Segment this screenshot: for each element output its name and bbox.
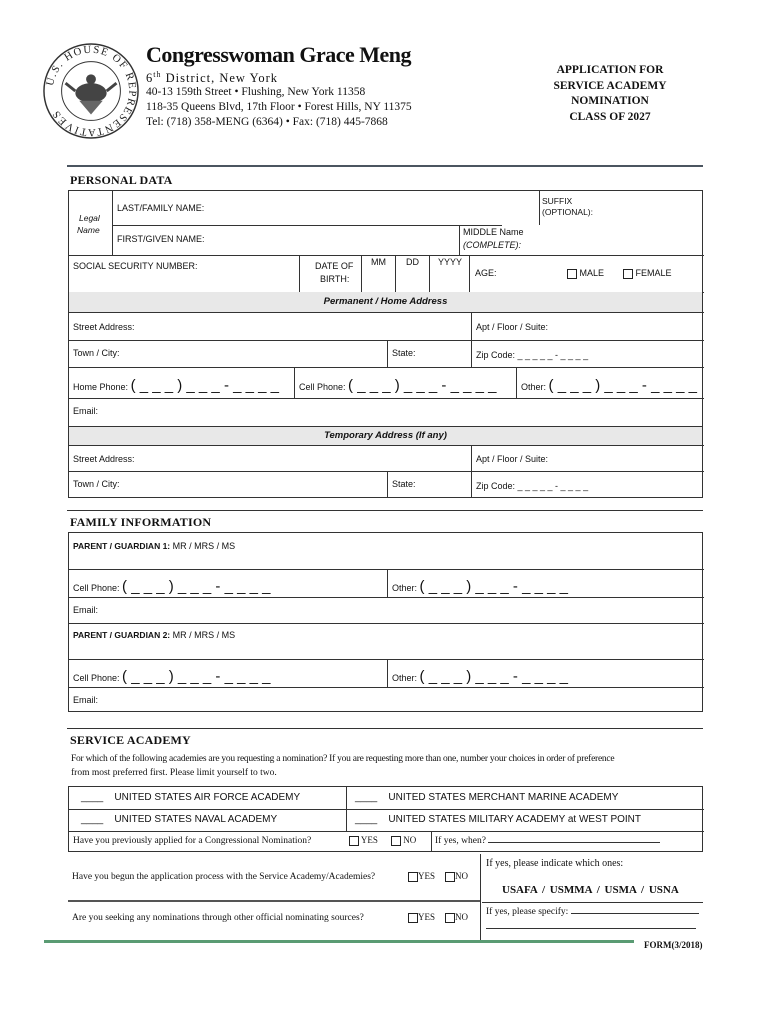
- ssn-field[interactable]: SOCIAL SECURITY NUMBER:: [73, 261, 198, 271]
- permanent-address-title: Permanent / Home Address: [323, 296, 448, 307]
- academy-instructions-2: from most preferred first. Please limit yourself to two.: [71, 768, 277, 778]
- academy-choice-merchant-marine[interactable]: ____ UNITED STATES MERCHANT MARINE ACADEMY: [355, 792, 619, 803]
- previous-yes-checkbox[interactable]: [349, 836, 359, 846]
- academy-choice-table: [68, 786, 703, 852]
- other-yes-option[interactable]: YES: [408, 912, 435, 923]
- application-title: APPLICATION FOR SERVICE ACADEMY NOMINATION CLASS OF 2027: [553, 64, 667, 123]
- street-address-field[interactable]: Street Address:: [73, 322, 135, 332]
- email-field[interactable]: Email:: [73, 406, 99, 416]
- previous-yes-option[interactable]: YES: [349, 835, 378, 846]
- parent1-email-field[interactable]: Email:: [73, 605, 99, 615]
- page-title: Congresswoman Grace Meng: [146, 42, 411, 67]
- female-option[interactable]: FEMALE: [623, 268, 672, 279]
- middle-name-label: MIDDLE Name: [463, 227, 524, 237]
- dob-year-field[interactable]: YYYY: [438, 257, 463, 267]
- temp-state-field[interactable]: State:: [392, 479, 416, 489]
- svg-text:U.S. HOUSE OF REPRESENTATIVES: U.S. HOUSE OF REPRESENTATIVES: [44, 43, 139, 139]
- previous-application-question: Have you previously applied for a Congressional Nomination?: [73, 836, 312, 846]
- apt-field[interactable]: Apt / Floor / Suite:: [476, 322, 549, 332]
- parent-guardian-2-field[interactable]: PARENT / GUARDIAN 2: MR / MRS / MS: [73, 630, 236, 640]
- parent2-cell-phone-field[interactable]: Cell Phone: ( _ _ _ ) _ _ _ - _ _ _ _: [73, 668, 271, 685]
- temp-zip-code-field[interactable]: Zip Code: _ _ _ _ _ - _ _ _ _: [476, 481, 589, 491]
- academy-choice-military[interactable]: ____ UNITED STATES MILITARY ACADEMY at WEST POINT: [355, 814, 642, 825]
- parent1-other-phone-field[interactable]: Other: ( _ _ _ ) _ _ _ - _ _ _ _: [392, 578, 568, 595]
- temp-street-address-field[interactable]: Street Address:: [73, 454, 135, 464]
- zip-code-field[interactable]: Zip Code: _ _ _ _ _ - _ _ _ _: [476, 350, 589, 360]
- other-no-checkbox[interactable]: [445, 913, 455, 923]
- temporary-address-table: [68, 426, 703, 498]
- temp-apt-field[interactable]: Apt / Floor / Suite:: [476, 454, 549, 464]
- previous-when-field[interactable]: If yes, when?: [435, 836, 660, 846]
- temporary-address-title: Temporary Address (If any): [324, 430, 447, 441]
- previous-no-option[interactable]: NO: [391, 835, 416, 846]
- parent2-email-field[interactable]: Email:: [73, 695, 99, 705]
- dob-day-field[interactable]: DD: [406, 257, 419, 267]
- indicate-label: If yes, please indicate which ones:: [486, 858, 624, 869]
- legal-label: Legal: [79, 213, 100, 223]
- other-yes-checkbox[interactable]: [408, 913, 418, 923]
- begun-no-option[interactable]: NO: [445, 871, 468, 882]
- begun-yes-option[interactable]: YES: [408, 871, 435, 882]
- middle-name-field[interactable]: (COMPLETE):: [463, 240, 522, 250]
- first-name-field[interactable]: FIRST/GIVEN NAME:: [117, 234, 205, 244]
- male-checkbox[interactable]: [567, 269, 577, 279]
- office-address-forest-hills: 118-35 Queens Blvd, 17th Floor • Forest Hills, NY 11375: [146, 101, 412, 113]
- male-option[interactable]: MALE: [567, 268, 604, 279]
- last-name-field[interactable]: LAST/FAMILY NAME:: [117, 203, 205, 213]
- parent1-cell-phone-field[interactable]: Cell Phone: ( _ _ _ ) _ _ _ - _ _ _ _: [73, 578, 271, 595]
- town-city-field[interactable]: Town / City:: [73, 348, 120, 358]
- suffix-label: SUFFIX: [542, 196, 573, 206]
- dob-label-2: BIRTH:: [320, 274, 350, 284]
- female-checkbox[interactable]: [623, 269, 633, 279]
- state-field[interactable]: State:: [392, 348, 416, 358]
- personal-data-table: [68, 190, 703, 428]
- dob-month-field[interactable]: MM: [371, 257, 386, 267]
- family-info-table: [68, 532, 703, 712]
- parent2-other-phone-field[interactable]: Other: ( _ _ _ ) _ _ _ - _ _ _ _: [392, 668, 568, 685]
- application-process-question: Have you begun the application process with the Service Academy/Academies?: [72, 872, 376, 882]
- section-title-family: FAMILY INFORMATION: [70, 515, 212, 529]
- form-number: FORM(3/2018): [644, 940, 703, 950]
- begun-no-checkbox[interactable]: [445, 872, 455, 882]
- cell-phone-field[interactable]: Cell Phone: ( _ _ _ ) _ _ _ - _ _ _ _: [299, 377, 497, 394]
- academy-choice-naval[interactable]: ____ UNITED STATES NAVAL ACADEMY: [81, 814, 278, 825]
- dob-label: DATE OF: [315, 261, 354, 271]
- district-line: 6th District, New York: [146, 70, 279, 86]
- begun-yes-checkbox[interactable]: [408, 872, 418, 882]
- specify-field[interactable]: If yes, please specify:: [486, 907, 699, 917]
- other-phone-field[interactable]: Other: ( _ _ _ ) _ _ _ - _ _ _ _: [521, 377, 697, 394]
- parent-guardian-1-field[interactable]: PARENT / GUARDIAN 1: MR / MRS / MS: [73, 541, 236, 551]
- house-seal-logo: [42, 42, 140, 140]
- home-phone-field[interactable]: Home Phone: ( _ _ _ ) _ _ _ - _ _ _ _: [73, 377, 279, 394]
- office-phone: Tel: (718) 358-MENG (6364) • Fax: (718) 445-7868: [146, 116, 388, 128]
- section-title-academy: SERVICE ACADEMY: [70, 733, 191, 747]
- suffix-optional-label[interactable]: (OPTIONAL):: [542, 207, 594, 217]
- academy-instructions: For which of the following academies are you requesting a nomination? If you are requesting more than one, number your choices in order of preference: [71, 754, 615, 764]
- temp-town-city-field[interactable]: Town / City:: [73, 479, 120, 489]
- office-address-flushing: 40-13 159th Street • Flushing, New York 11358: [146, 86, 366, 98]
- section-title-personal: PERSONAL DATA: [70, 173, 173, 187]
- age-field[interactable]: AGE:: [475, 268, 497, 278]
- previous-no-checkbox[interactable]: [391, 836, 401, 846]
- other-nominations-question: Are you seeking any nominations through other official nominating sources?: [72, 913, 364, 923]
- footer-divider: [44, 940, 634, 943]
- academy-abbrev-list[interactable]: USAFA / USMMA / USMA / USNA: [502, 884, 679, 896]
- other-no-option[interactable]: NO: [445, 912, 468, 923]
- academy-choice-air-force[interactable]: ____ UNITED STATES AIR FORCE ACADEMY: [81, 792, 301, 803]
- header-divider: [67, 165, 703, 167]
- name-label: Name: [77, 225, 100, 235]
